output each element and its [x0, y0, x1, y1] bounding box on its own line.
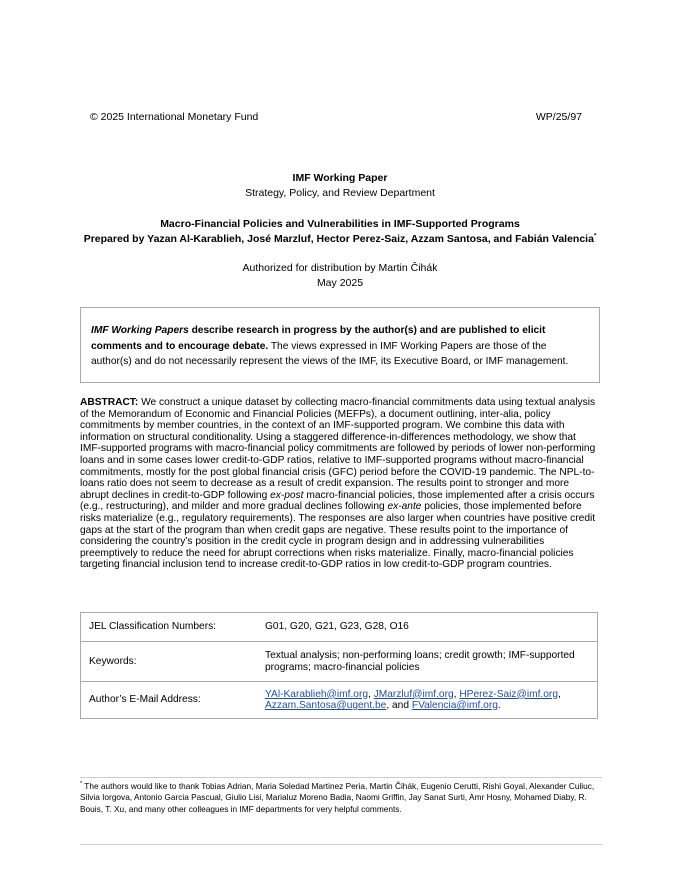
- series-title: IMF Working Paper: [292, 172, 388, 184]
- email-link-al-karablieh[interactable]: YAl-Karablieh@imf.org: [265, 688, 369, 700]
- email-separator: ,: [453, 688, 460, 700]
- authorization-line: Authorized for distribution by Martin Čihák: [242, 262, 438, 274]
- abstract-italic-expost: ex-post: [270, 489, 304, 501]
- abstract-part-3: policies, those implemented before risks materialize (e.g., regulatory requirements). The responses are also larger when countries have positive credit gaps at the start of the program than when credit gaps are negative. These results point to the importance of considering the country’s position in the credit cycle in program design and in addressing vulnerabilities preemptively to reduce the need for abrupt corrections when risks materialize. Finally, macro-financial policies targeting financial inclusion tend to increase credit-to-GDP ratios in low credit-to-GDP program countries.: [80, 501, 596, 571]
- keywords-value: Textual analysis; non-performing loans; credit growth; IMF-supported programs; macro-financial policies: [257, 642, 598, 682]
- email-separator: ,: [558, 688, 561, 700]
- table-row-keywords: [81, 642, 598, 682]
- email-end-period: .: [497, 700, 501, 711]
- email-link-marzluf[interactable]: JMarzluf@imf.org: [373, 688, 454, 700]
- footnote: [80, 781, 600, 815]
- paper-title: Macro-Financial Policies and Vulnerabilities in IMF-Supported Programs: [160, 218, 520, 230]
- abstract-part-2: macro-financial policies, those implemented after a crisis occurs (e.g., restructuring), and milder and more gradual declines following: [80, 489, 595, 513]
- email-link-santosa[interactable]: Azzam.Santosa@ugent.be: [265, 700, 387, 711]
- disclaimer-text: [91, 323, 589, 370]
- footnote-mark: *: [80, 781, 83, 788]
- email-value: [257, 682, 598, 719]
- disclaimer-bold-text: describe research in progress by the author(s) and are published to elicit comments and to encourage debate.: [91, 325, 546, 352]
- email-separator: ,: [368, 688, 374, 700]
- table-row-email: [81, 682, 598, 719]
- table-row-jel: [81, 613, 598, 642]
- footnote-divider: [80, 777, 602, 778]
- keywords-label: Keywords:: [81, 642, 258, 682]
- footnote-text: The authors would like to thank Tobias Adrian, Maria Soledad Martinez Peria, Martin Čihák, Eugenio Cerutti, Rishi Goyal, Alexander Culiuc, Silvia Iorgova, Antonio Garcia Pascual, Giulio Lisi, Marialuz Moreno Badia, Naomi Griffin, Jay Sanat Surti, Amr Hosny, Mohamed Diaby, R. Bouis, T. Xu, and many other colleagues in IMF departments for very helpful comments.: [80, 781, 595, 814]
- abstract: [80, 397, 598, 571]
- footnote-marker[interactable]: *: [593, 233, 597, 240]
- abstract-text: [80, 397, 598, 571]
- email-separator-and: , and: [386, 700, 412, 711]
- disclaimer-normal-text: The views expressed in IMF Working Papers are those of the author(s) and do not necessarily represent the views of the IMF, its Executive Board, or IMF management.: [91, 340, 569, 367]
- paper-info-table: [80, 612, 598, 719]
- abstract-italic-exante: ex-ante: [387, 501, 422, 513]
- abstract-part-1: We construct a unique dataset by collecting macro-financial commitments data using textual analysis of the Memorandum of Economic and Financial Policies (MEFPs), a document outlining, inter-alia, policy commitments by member countries, in the context of an IMF-supported program. We combine this data with information on structural conditionality. Using a staggered difference-in-differences methodology, we show that IMF-supported programs with macro-financial policy commitments are followed by periods of lower non-performing loans and in some cases lower credit-to-GDP ratios, relative to IMF-supported programs without macro-financial commitments, mostly for the post global financial crisis (GFC) period before the COVID-19 pandemic. The NPL-to-loans ratio does not seem to decrease as a result of credit expansion. The results point to stronger and more abrupt declines in credit-to-GDP following: [80, 397, 596, 501]
- publication-date: May 2025: [316, 277, 364, 289]
- copyright-notice: © 2025 International Monetary Fund: [90, 111, 259, 123]
- disclaimer-box: [80, 307, 600, 383]
- author-line: [70, 233, 610, 245]
- disclaimer-series-name: IMF Working Papers: [91, 325, 189, 336]
- jel-label: JEL Classification Numbers:: [81, 613, 258, 642]
- email-label: Author’s E-Mail Address:: [81, 682, 258, 719]
- abstract-label: ABSTRACT:: [80, 397, 139, 408]
- jel-value: G01, G20, G21, G23, G28, O16: [257, 613, 598, 642]
- working-paper-number: WP/25/97: [535, 111, 582, 123]
- author-list: Prepared by Yazan Al-Karablieh, José Marzluf, Hector Perez-Saiz, Azzam Santosa, and Fabián Valencia: [83, 233, 594, 245]
- footer-divider: [80, 844, 602, 845]
- email-link-valencia[interactable]: FValencia@imf.org: [411, 700, 498, 711]
- department-name: Strategy, Policy, and Review Department: [245, 187, 435, 199]
- email-link-perez-saiz[interactable]: HPerez-Saiz@imf.org: [459, 688, 558, 700]
